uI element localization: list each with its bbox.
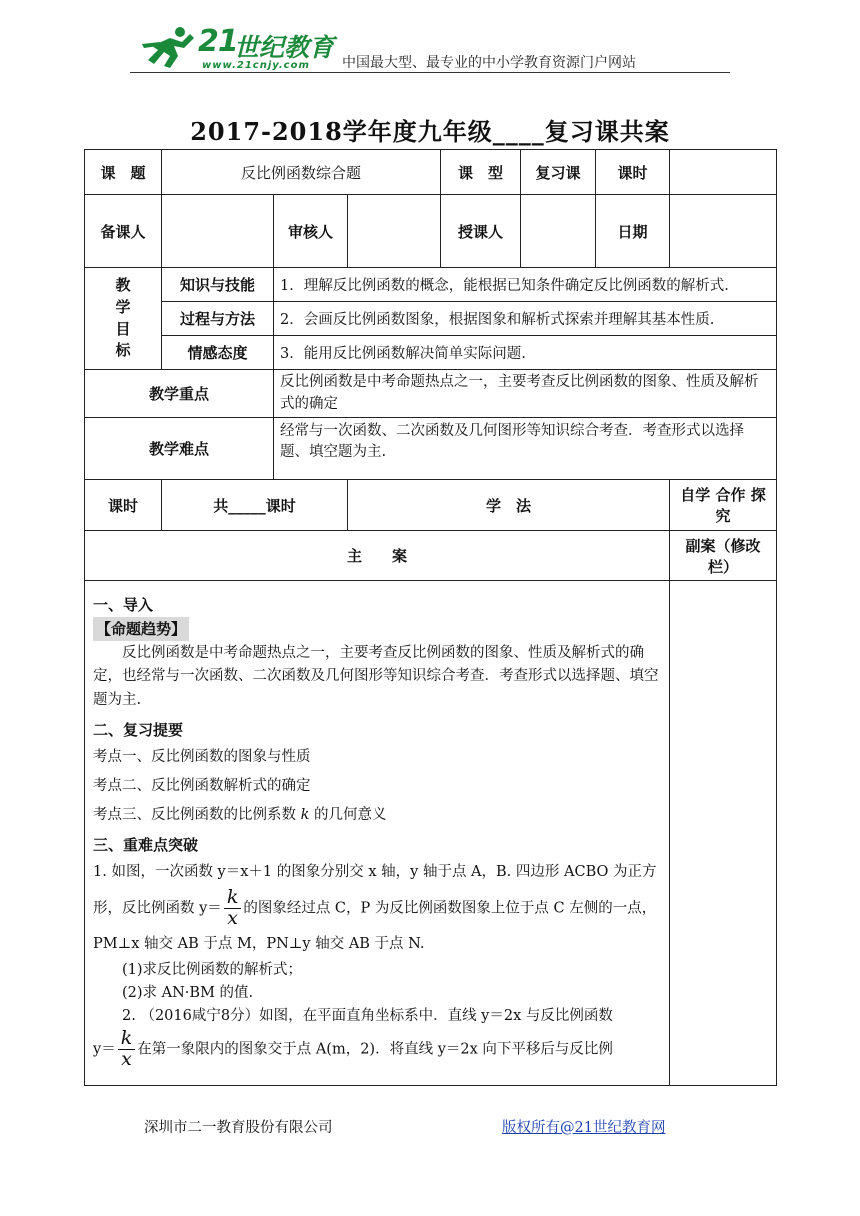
header-slogan: 中国最大型、最专业的中小学教育资源门户网站 bbox=[342, 55, 636, 71]
point-three-k: k bbox=[300, 807, 310, 824]
fraction-denominator: x bbox=[121, 1047, 132, 1070]
section-intro: 一、导入 bbox=[93, 596, 154, 614]
key-point-text: 反比例函数是中考命题热点之一，主要考查反比例函数的图象、性质及解析式的确定 bbox=[274, 370, 777, 418]
question-two-y: y＝ bbox=[93, 1041, 116, 1058]
date-value[interactable] bbox=[670, 195, 777, 268]
goal-char: 标 bbox=[115, 341, 131, 360]
trend-tag: 【命题趋势】 bbox=[93, 617, 189, 641]
label-teacher: 授课人 bbox=[441, 195, 521, 268]
question-one bbox=[93, 857, 661, 959]
page-header bbox=[130, 22, 730, 74]
total-hours: 共_____课时 bbox=[162, 480, 348, 531]
goal-text-knowledge: 1．理解反比例函数的概念，能根据已知条件确定反比例函数的解析式. bbox=[274, 268, 777, 302]
logo-number: 21 bbox=[198, 24, 238, 59]
section-difficult: 三、重难点突破 bbox=[93, 836, 199, 855]
question-one-part2: (2)求 AN·BM 的值. bbox=[122, 985, 254, 1002]
goal-label-knowledge: 知识与技能 bbox=[162, 268, 274, 302]
goal-char: 目 bbox=[115, 319, 131, 338]
lesson-topic: 反比例函数综合题 bbox=[162, 150, 441, 195]
fraction-numerator: k bbox=[118, 1029, 136, 1050]
lesson-type: 复习课 bbox=[521, 150, 596, 195]
question-one-a: 1. 如图，一次函数 y＝x＋1 的图象分别交 x 轴，y 轴于点 A，B. 四边形 ACBO 为正方形，反比例函数 y＝ bbox=[93, 864, 657, 917]
label-date: 日期 bbox=[596, 195, 670, 268]
question-one-part1: (1)求反比例函数的解析式； bbox=[122, 962, 303, 979]
logo-url: www.21cnjy.com bbox=[202, 60, 310, 71]
reviewer-value[interactable] bbox=[348, 195, 441, 268]
label-class-hours: 课时 bbox=[85, 480, 162, 531]
side-plan-header: 副案（修改栏） bbox=[670, 531, 777, 581]
goal-text-attitude: 3．能用反比例函数解决简单实际问题. bbox=[274, 336, 777, 370]
goal-label-process: 过程与方法 bbox=[162, 302, 274, 336]
runner-logo-icon bbox=[140, 24, 200, 70]
label-teaching-goals bbox=[85, 268, 162, 370]
point-three-b: 的几何意义 bbox=[314, 807, 387, 824]
point-two: 考点二、反比例函数解析式的确定 bbox=[93, 777, 311, 794]
side-plan-notes[interactable] bbox=[670, 581, 777, 1086]
hours-value[interactable] bbox=[670, 150, 777, 195]
footer-copyright-link[interactable]: 版权所有@21世纪教育网 bbox=[502, 1120, 666, 1136]
label-key-point: 教学重点 bbox=[85, 370, 274, 418]
label-hours: 课时 bbox=[596, 150, 670, 195]
trend-text: 反比例函数是中考命题热点之一，主要考查反比例函数的图象、性质及解析式的确定，也经常与一次函数、二次函数及几何图形等知识综合考查．考查形式以选择题、填空题为主. bbox=[93, 645, 659, 708]
goal-text-process: 2．会画反比例函数图象，根据图象和解析式探索并理解其基本性质. bbox=[274, 302, 777, 336]
label-reviewer: 审核人 bbox=[274, 195, 348, 268]
question-two-line bbox=[93, 1026, 661, 1070]
point-one: 考点一、反比例函数的图象与性质 bbox=[93, 748, 311, 765]
fraction-k-over-x bbox=[224, 885, 242, 929]
label-topic: 课 题 bbox=[85, 150, 162, 195]
main-plan-header: 主 案 bbox=[85, 531, 670, 581]
lesson-plan-table bbox=[84, 149, 777, 1086]
label-difficult-point: 教学难点 bbox=[85, 418, 274, 480]
goal-char: 教 bbox=[115, 276, 131, 294]
fraction-denominator: x bbox=[227, 906, 238, 929]
footer-company: 深圳市二一教育股份有限公司 bbox=[144, 1120, 333, 1136]
teacher-value[interactable] bbox=[521, 195, 596, 268]
page-title: 2017-2018学年度九年级____复习课共案 bbox=[190, 117, 670, 146]
label-study-method: 学 法 bbox=[348, 480, 670, 531]
section-review: 二、复习提要 bbox=[93, 720, 184, 739]
study-method-value: 自学 合作 探究 bbox=[670, 480, 777, 531]
label-preparer: 备课人 bbox=[85, 195, 162, 268]
question-two-b: 在第一象限内的图象交于点 A(m，2)．将直线 y＝2x 向下平移后与反比例 bbox=[137, 1041, 613, 1058]
fraction-numerator: k bbox=[224, 888, 242, 909]
difficult-point-text: 经常与一次函数、二次函数及几何图形等知识综合考查．考查形式以选择题、填空题为主. bbox=[274, 418, 777, 480]
goal-label-attitude: 情感态度 bbox=[162, 336, 274, 370]
point-three bbox=[93, 804, 661, 827]
main-plan-content bbox=[85, 581, 670, 1086]
label-type: 课 型 bbox=[441, 150, 521, 195]
header-divider bbox=[130, 72, 730, 73]
preparer-value[interactable] bbox=[162, 195, 274, 268]
goal-char: 学 bbox=[115, 297, 131, 316]
fraction-k-over-x-2 bbox=[118, 1026, 136, 1070]
question-two-a: 2. （2016咸宁8分）如图，在平面直角坐标系中．直线 y＝2x 与反比例函数 bbox=[122, 1008, 613, 1025]
site-logo[interactable] bbox=[140, 24, 350, 70]
point-three-a: 考点三、反比例函数的比例系数 bbox=[93, 807, 296, 824]
logo-chinese-text: 世纪教育 bbox=[234, 33, 335, 62]
question-one-b: 的图象经过点 C，P 为反比例函数图象上位于点 C 左侧的一点，PM⊥x 轴交 AB 于点 M，PN⊥y 轴交 AB 于点 N. bbox=[93, 900, 657, 952]
